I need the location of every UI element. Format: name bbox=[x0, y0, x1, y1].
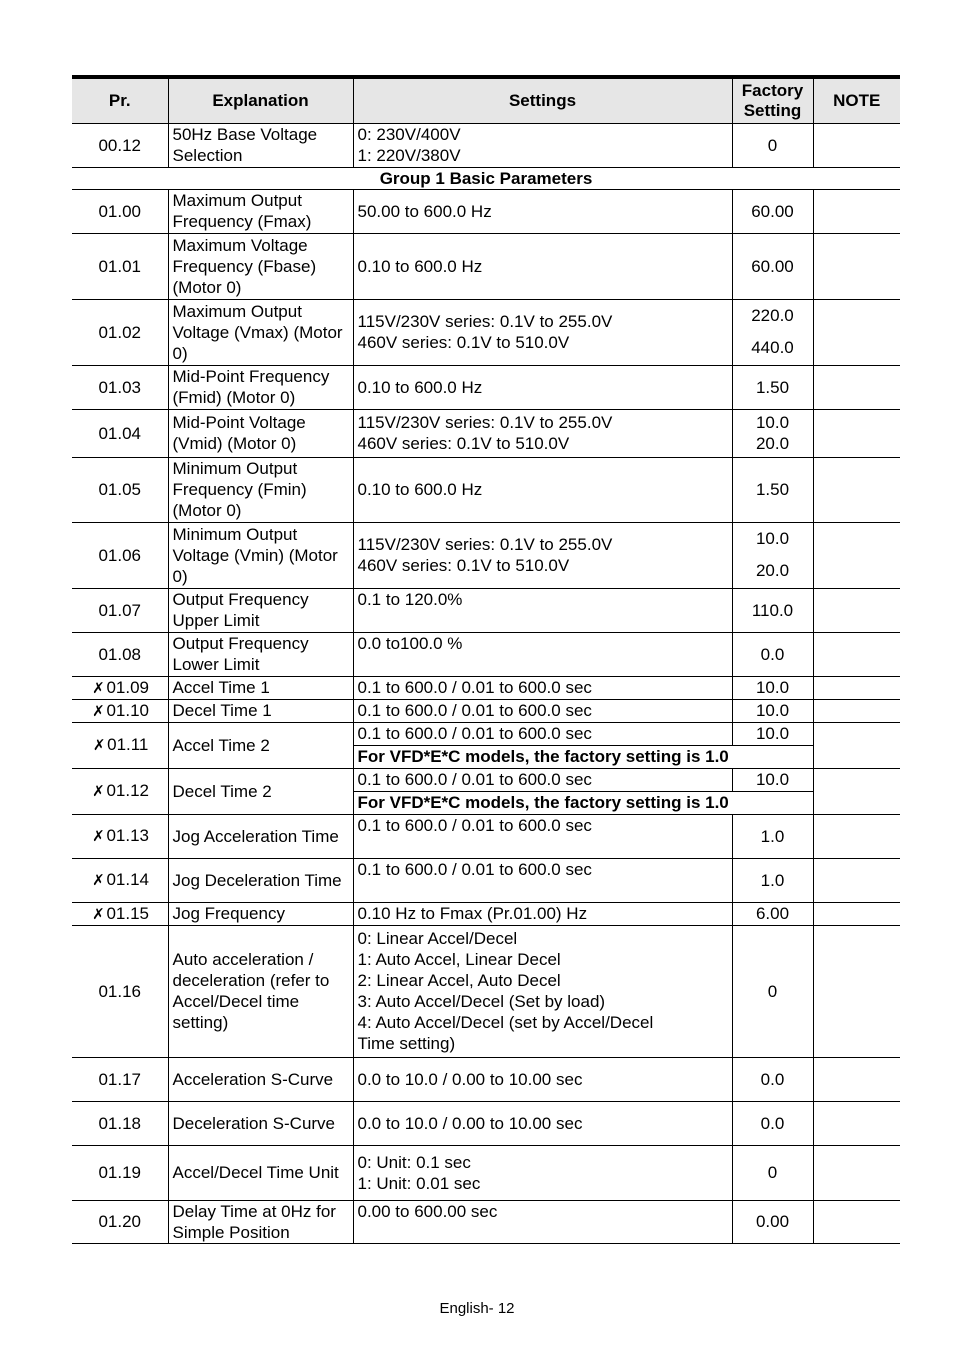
note-cell bbox=[813, 676, 900, 699]
parameter-settings bbox=[353, 722, 732, 745]
factory-setting bbox=[732, 858, 813, 902]
settings-line: 0.1 to 600.0 / 0.01 to 600.0 sec bbox=[357, 770, 592, 789]
factory-value: 440.0 bbox=[751, 338, 794, 357]
settings-line: 0.10 to 600.0 Hz bbox=[357, 377, 483, 397]
factory-setting bbox=[732, 699, 813, 722]
factory-value: 20.0 bbox=[755, 434, 790, 453]
parameter-number: 01.07 bbox=[72, 588, 168, 632]
settings-line: 115V/230V series: 0.1V to 255.0V bbox=[357, 312, 613, 331]
table-row bbox=[72, 902, 900, 925]
table-row bbox=[72, 1057, 900, 1101]
factory-value: 0 bbox=[767, 135, 778, 155]
parameter-explanation: Output Frequency Upper Limit bbox=[168, 588, 353, 632]
table-row bbox=[72, 699, 900, 722]
factory-value: 0.0 bbox=[760, 1113, 785, 1133]
factory-setting bbox=[732, 925, 813, 1057]
settings-line: 115V/230V series: 0.1V to 255.0V bbox=[357, 413, 613, 432]
table-row bbox=[72, 1145, 900, 1200]
note-cell bbox=[813, 858, 900, 902]
parameter-settings bbox=[353, 768, 732, 791]
table-row bbox=[72, 814, 900, 858]
note-cell bbox=[813, 925, 900, 1057]
factory-value: 10.0 bbox=[755, 413, 790, 432]
parameter-table bbox=[72, 75, 900, 1244]
parameter-explanation: 50Hz Base Voltage Selection bbox=[168, 123, 353, 167]
parameter-explanation: Acceleration S-Curve bbox=[168, 1057, 353, 1101]
settings-line: 0: Unit: 0.1 sec bbox=[357, 1152, 471, 1172]
parameter-number: ✗ 01.12 bbox=[72, 768, 168, 814]
factory-value: 0 bbox=[767, 1163, 778, 1182]
parameter-explanation: Accel Time 1 bbox=[168, 676, 353, 699]
settings-line: 0.00 to 600.00 sec bbox=[357, 1201, 498, 1221]
parameter-number: 01.05 bbox=[72, 457, 168, 522]
parameter-number: 01.16 bbox=[72, 925, 168, 1057]
note-cell bbox=[813, 1145, 900, 1200]
factory-value: 1.0 bbox=[760, 826, 785, 846]
parameter-explanation: Output Frequency Lower Limit bbox=[168, 632, 353, 676]
parameter-settings bbox=[353, 189, 732, 233]
factory-setting bbox=[732, 1200, 813, 1243]
settings-line: 3: Auto Accel/Decel (Set by load) bbox=[357, 992, 606, 1011]
factory-setting bbox=[732, 457, 813, 522]
note-cell bbox=[813, 632, 900, 676]
run-changeable-icon: ✗ bbox=[92, 679, 105, 697]
page-footer: English- 12 bbox=[439, 1300, 515, 1317]
table-row bbox=[72, 299, 900, 365]
note-cell bbox=[813, 457, 900, 522]
table-row bbox=[72, 588, 900, 632]
settings-line: 4: Auto Accel/Decel (set by Accel/Decel bbox=[357, 1013, 654, 1032]
settings-line: 460V series: 0.1V to 510.0V bbox=[357, 556, 570, 575]
parameter-explanation: Minimum Output Voltage (Vmin) (Motor 0) bbox=[168, 522, 353, 588]
table-row bbox=[72, 409, 900, 457]
parameter-settings bbox=[353, 632, 732, 676]
settings-line: 0.1 to 600.0 / 0.01 to 600.0 sec bbox=[357, 815, 592, 835]
factory-value: 110.0 bbox=[751, 600, 794, 620]
parameter-explanation: Decel Time 1 bbox=[168, 699, 353, 722]
settings-line: 0.10 to 600.0 Hz bbox=[357, 480, 483, 499]
factory-setting bbox=[732, 1145, 813, 1200]
note-cell bbox=[813, 1057, 900, 1101]
parameter-number: ✗ 01.13 bbox=[72, 814, 168, 858]
factory-value: 0.0 bbox=[760, 1069, 785, 1089]
factory-setting bbox=[732, 814, 813, 858]
factory-value: 60.00 bbox=[751, 256, 794, 276]
table-row bbox=[72, 1101, 900, 1145]
parameter-explanation: Delay Time at 0Hz for Simple Position bbox=[168, 1200, 353, 1243]
parameter-number: ✗ 01.14 bbox=[72, 858, 168, 902]
note-cell bbox=[813, 233, 900, 299]
parameter-number: ✗ 01.11 bbox=[72, 722, 168, 768]
parameter-settings bbox=[353, 902, 732, 925]
parameter-settings bbox=[353, 858, 732, 902]
table-row bbox=[72, 233, 900, 299]
settings-line: 2: Linear Accel, Auto Decel bbox=[357, 971, 561, 990]
factory-setting bbox=[732, 768, 813, 791]
factory-value: 10.0 bbox=[755, 770, 790, 789]
factory-setting bbox=[732, 123, 813, 167]
parameter-number: 01.03 bbox=[72, 365, 168, 409]
table-row bbox=[72, 1200, 900, 1243]
factory-setting bbox=[732, 299, 813, 365]
settings-line: 460V series: 0.1V to 510.0V bbox=[357, 333, 570, 352]
factory-value: 1.50 bbox=[755, 480, 790, 499]
parameter-explanation: Maximum Output Voltage (Vmax) (Motor 0) bbox=[168, 299, 353, 365]
run-changeable-icon: ✗ bbox=[92, 905, 105, 923]
parameter-settings bbox=[353, 588, 732, 632]
parameter-explanation: Minimum Output Frequency (Fmin) (Motor 0) bbox=[168, 457, 353, 522]
factory-setting bbox=[732, 1057, 813, 1101]
parameter-settings bbox=[353, 1200, 732, 1243]
parameter-settings bbox=[353, 233, 732, 299]
parameter-settings bbox=[353, 1101, 732, 1145]
parameter-settings bbox=[353, 925, 732, 1057]
factory-setting bbox=[732, 588, 813, 632]
parameter-explanation: Jog Acceleration Time bbox=[168, 814, 353, 858]
factory-value: 0 bbox=[767, 981, 778, 1001]
note-cell bbox=[813, 1101, 900, 1145]
parameter-settings bbox=[353, 814, 732, 858]
parameter-settings bbox=[353, 699, 732, 722]
parameter-explanation: Accel Time 2 bbox=[168, 722, 353, 768]
vfd-model-note: For VFD*E*C models, the factory setting is 1.0 bbox=[353, 745, 813, 768]
parameter-settings bbox=[353, 457, 732, 522]
note-cell bbox=[813, 189, 900, 233]
settings-line: 115V/230V series: 0.1V to 255.0V bbox=[357, 535, 613, 554]
factory-setting bbox=[732, 722, 813, 745]
parameter-number: 01.20 bbox=[72, 1200, 168, 1243]
factory-value: 10.0 bbox=[755, 724, 790, 743]
parameter-explanation: Maximum Voltage Frequency (Fbase) (Motor 0) bbox=[168, 233, 353, 299]
vfd-model-note: For VFD*E*C models, the factory setting is 1.0 bbox=[353, 791, 813, 814]
settings-line: 1: Unit: 0.01 sec bbox=[357, 1173, 481, 1193]
note-cell bbox=[813, 409, 900, 457]
parameter-settings bbox=[353, 409, 732, 457]
settings-line: 0.0 to 10.0 / 0.00 to 10.00 sec bbox=[357, 1069, 583, 1089]
settings-line: 460V series: 0.1V to 510.0V bbox=[357, 434, 570, 453]
note-cell bbox=[813, 1200, 900, 1243]
parameter-number: 01.00 bbox=[72, 189, 168, 233]
factory-value: 10.0 bbox=[755, 529, 790, 548]
factory-setting bbox=[732, 522, 813, 588]
table-row bbox=[72, 632, 900, 676]
note-cell bbox=[813, 588, 900, 632]
factory-value: 20.0 bbox=[755, 561, 790, 580]
factory-value: 1.0 bbox=[760, 870, 785, 890]
parameter-number: ✗ 01.15 bbox=[72, 902, 168, 925]
parameter-number: 01.17 bbox=[72, 1057, 168, 1101]
factory-value: 10.0 bbox=[755, 678, 790, 697]
header-settings: Settings bbox=[353, 77, 732, 123]
settings-line: 0.0 to 10.0 / 0.00 to 10.00 sec bbox=[357, 1113, 583, 1133]
parameter-number: 01.04 bbox=[72, 409, 168, 457]
run-changeable-icon: ✗ bbox=[92, 828, 105, 845]
parameter-number: 01.01 bbox=[72, 233, 168, 299]
settings-line: 0.0 to100.0 % bbox=[357, 633, 463, 653]
table-row bbox=[72, 522, 900, 588]
parameter-explanation: Jog Frequency bbox=[168, 902, 353, 925]
parameter-number: 01.08 bbox=[72, 632, 168, 676]
note-cell bbox=[813, 699, 900, 722]
settings-line: 1: Auto Accel, Linear Decel bbox=[357, 950, 561, 969]
parameter-settings bbox=[353, 123, 732, 167]
parameter-explanation: Deceleration S-Curve bbox=[168, 1101, 353, 1145]
factory-value: 6.00 bbox=[755, 904, 790, 923]
settings-line: 0.1 to 600.0 / 0.01 to 600.0 sec bbox=[357, 724, 592, 743]
settings-line: 0: Linear Accel/Decel bbox=[357, 929, 518, 948]
parameter-settings bbox=[353, 1057, 732, 1101]
factory-setting bbox=[732, 676, 813, 699]
factory-value: 0.0 bbox=[760, 644, 785, 664]
table-row bbox=[72, 925, 900, 1057]
table-row bbox=[72, 189, 900, 233]
note-cell bbox=[813, 902, 900, 925]
settings-line: 50.00 to 600.0 Hz bbox=[357, 201, 492, 221]
parameter-explanation: Mid-Point Voltage (Vmid) (Motor 0) bbox=[168, 409, 353, 457]
table-row bbox=[72, 457, 900, 522]
factory-setting bbox=[732, 233, 813, 299]
run-changeable-icon: ✗ bbox=[92, 737, 106, 754]
parameter-explanation: Maximum Output Frequency (Fmax) bbox=[168, 189, 353, 233]
parameter-number: 01.19 bbox=[72, 1145, 168, 1200]
factory-value: 60.00 bbox=[751, 201, 794, 221]
factory-setting bbox=[732, 632, 813, 676]
settings-line: 0.1 to 600.0 / 0.01 to 600.0 sec bbox=[357, 859, 592, 879]
run-changeable-icon: ✗ bbox=[92, 872, 105, 889]
group-header-row bbox=[72, 167, 900, 189]
settings-line: Time setting) bbox=[357, 1034, 456, 1053]
settings-line: 0: 230V/400V bbox=[357, 125, 461, 144]
parameter-explanation: Accel/Decel Time Unit bbox=[168, 1145, 353, 1200]
header-note: NOTE bbox=[813, 77, 900, 123]
parameter-explanation: Jog Deceleration Time bbox=[168, 858, 353, 902]
table-row bbox=[72, 858, 900, 902]
settings-line: 0.1 to 600.0 / 0.01 to 600.0 sec bbox=[357, 701, 592, 720]
run-changeable-icon: ✗ bbox=[92, 702, 105, 720]
parameter-settings bbox=[353, 676, 732, 699]
parameter-number: 01.18 bbox=[72, 1101, 168, 1145]
parameter-number: 01.02 bbox=[72, 299, 168, 365]
factory-setting bbox=[732, 1101, 813, 1145]
table-body bbox=[72, 123, 900, 1243]
factory-value: 220.0 bbox=[751, 306, 794, 325]
table-row bbox=[72, 123, 900, 167]
parameter-settings bbox=[353, 299, 732, 365]
settings-line: 0.1 to 600.0 / 0.01 to 600.0 sec bbox=[357, 678, 592, 697]
factory-value: 10.0 bbox=[755, 701, 790, 720]
note-cell bbox=[813, 299, 900, 365]
table-row bbox=[72, 365, 900, 409]
factory-value: 1.50 bbox=[755, 377, 790, 397]
parameter-number: ✗ 01.09 bbox=[72, 676, 168, 699]
parameter-settings bbox=[353, 365, 732, 409]
settings-line: 0.1 to 120.0% bbox=[357, 589, 463, 609]
settings-line: 0.10 Hz to Fmax (Pr.01.00) Hz bbox=[357, 904, 588, 923]
settings-line: 1: 220V/380V bbox=[357, 146, 461, 165]
header-explanation: Explanation bbox=[168, 77, 353, 123]
table-row bbox=[72, 768, 900, 791]
parameter-settings bbox=[353, 1145, 732, 1200]
parameter-settings bbox=[353, 522, 732, 588]
settings-line: 0.10 to 600.0 Hz bbox=[357, 256, 483, 276]
table-header-row bbox=[72, 77, 900, 123]
parameter-explanation: Decel Time 2 bbox=[168, 768, 353, 814]
run-changeable-icon: ✗ bbox=[92, 783, 105, 800]
parameter-explanation: Mid-Point Frequency (Fmid) (Motor 0) bbox=[168, 365, 353, 409]
group-title: Group 1 Basic Parameters bbox=[72, 167, 900, 189]
header-pr: Pr. bbox=[72, 77, 168, 123]
parameter-explanation: Auto acceleration / deceleration (refer to Accel/Decel time setting) bbox=[168, 925, 353, 1057]
factory-value: 0.00 bbox=[755, 1212, 790, 1231]
factory-setting bbox=[732, 409, 813, 457]
factory-setting bbox=[732, 902, 813, 925]
factory-setting bbox=[732, 365, 813, 409]
table-row bbox=[72, 676, 900, 699]
note-cell bbox=[813, 365, 900, 409]
note-cell bbox=[813, 522, 900, 588]
note-cell bbox=[813, 722, 900, 768]
factory-setting bbox=[732, 189, 813, 233]
parameter-number: 00.12 bbox=[72, 123, 168, 167]
header-factory-setting: Factory Setting bbox=[732, 77, 813, 123]
parameter-number: ✗ 01.10 bbox=[72, 699, 168, 722]
table-row bbox=[72, 722, 900, 745]
parameter-number: 01.06 bbox=[72, 522, 168, 588]
note-cell bbox=[813, 123, 900, 167]
note-cell bbox=[813, 814, 900, 858]
note-cell bbox=[813, 768, 900, 814]
